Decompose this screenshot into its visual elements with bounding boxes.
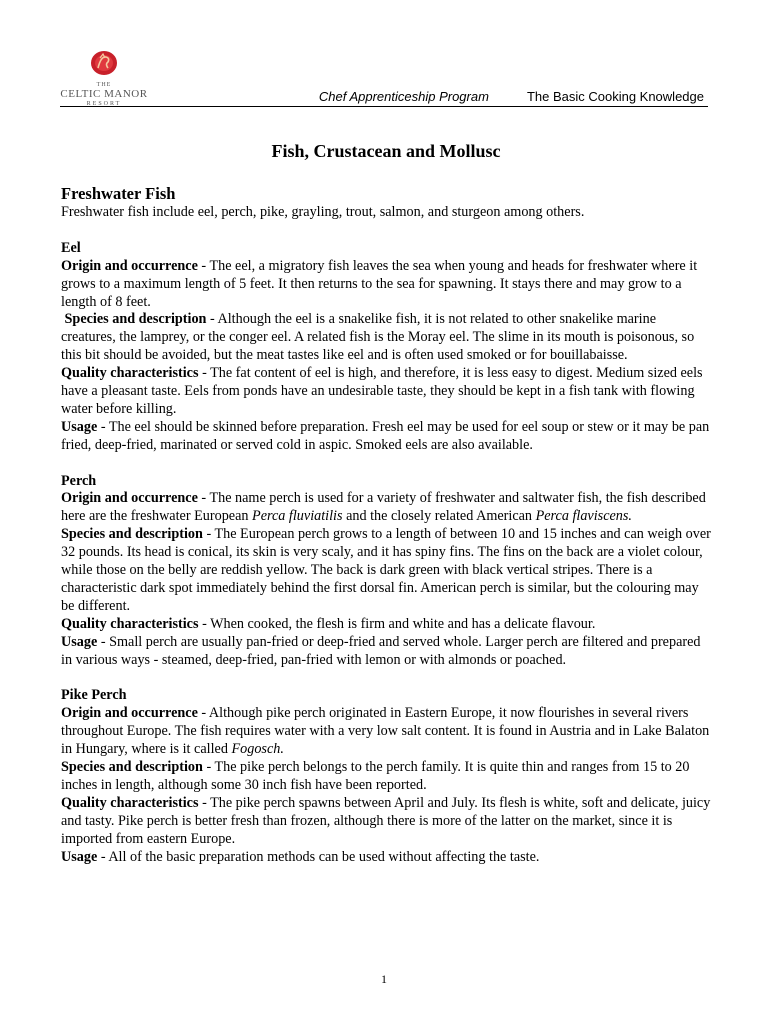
eel-quality: Quality characteristics - The fat content of eel is high, and therefore, it is less easy to digest. Medium sized eels have a pleasant taste. Eels from ponds have an undesirable taste, they should be kept in a fish tank with flowing water before killing.: [61, 365, 703, 417]
page-number: 1: [381, 972, 387, 986]
logo-wordmark: [60, 82, 148, 107]
page-header: [319, 89, 704, 104]
pike-perch-heading: Pike Perch: [61, 687, 127, 704]
section-heading: Freshwater Fish: [61, 184, 176, 203]
document-body: [61, 140, 711, 866]
page-title: Fish, Crustacean and Mollusc: [271, 141, 501, 161]
logo-the: THE: [96, 82, 112, 88]
header-program: Chef Apprenticeship Program: [318, 89, 489, 104]
section-intro: Freshwater fish include eel, perch, pike, grayling, trout, salmon, and sturgeon among others.: [61, 204, 585, 220]
logo-resort: RESORT: [86, 101, 122, 107]
logo-name: CELTIC MANOR: [60, 88, 148, 100]
dragon-crest-icon: [62, 46, 146, 82]
perch-origin: Origin and occurrence - The name perch is used for a variety of freshwater and saltwater fish, the fish described here are the freshwater European Perca fluviatilis and the closely related American Perca flaviscens.: [61, 490, 706, 525]
header-rule: [60, 106, 708, 107]
perch-quality: Quality characteristics - When cooked, the flesh is firm and white and has a delicate flavour.: [61, 615, 596, 632]
perch-species: Species and description - The European perch grows to a length of between 10 and 15 inches and can weigh over 32 pounds. Its head is conical, its skin is very scaly, and it has spiny fins. The fins on the back are a violet colour, while those on the belly are reddish yellow. The back is dark green with black vertical stripes. There is a characteristic dark spot immediately behind the first dorsal fin. American perch is similar, but the colouring may be different.: [61, 526, 711, 614]
pike-perch-origin: Origin and occurrence - Although pike perch originated in Eastern Europe, it now flourishes in several rivers throughout Europe. The fish requires water with a very low salt content. It is found in Austria and in Lake Balaton in Hungary, where is it called Fogosch.: [61, 705, 710, 758]
eel-origin: Origin and occurrence - The eel, a migratory fish leaves the sea when young and heads for freshwater where it grows to a maximum length of 5 feet. It then returns to the sea for spawning. It stays there and may grow to a length of 8 feet.: [61, 257, 698, 310]
pike-perch-usage: Usage - All of the basic preparation methods can be used without affecting the taste.: [61, 848, 540, 865]
header-course: The Basic Cooking Knowledge: [526, 89, 704, 104]
perch-heading: Perch: [61, 472, 97, 489]
pike-perch-quality: Quality characteristics - The pike perch spawns between April and July. Its flesh is white, soft and delicate, juicy and tasty. Pike perch is better fresh than frozen, although there is more of the latter on the market, since it is imported from eastern Europe.: [61, 794, 711, 847]
eel-usage: Usage - The eel should be skinned before preparation. Fresh eel may be used for eel soup or stew or it may be pan fried, deep-fried, marinated or served cold in aspic. Smoked eels are also available.: [61, 418, 710, 453]
perch-usage: Usage - Small perch are usually pan-fried or deep-fried and served whole. Larger perch are filtered and prepared in various ways - steamed, deep-fried, pan-fried with lemon or with almonds or poached.: [61, 633, 701, 668]
pike-perch-species: Species and description - The pike perch belongs to the perch family. It is quite thin and ranges from 15 to 20 inches in length, although some 30 inch fish have been reported.: [61, 759, 690, 793]
eel-species: Species and description - Although the eel is a snakelike fish, it is not related to other snakelike marine creatures, the lamprey, or the conger eel. A related fish is the Moray eel. The slime in its mouth is poisonous, so this bit should be avoided, but the meat tastes like eel and is often used smoked or for bouillabaisse.: [61, 311, 695, 364]
eel-heading: Eel: [61, 239, 81, 256]
